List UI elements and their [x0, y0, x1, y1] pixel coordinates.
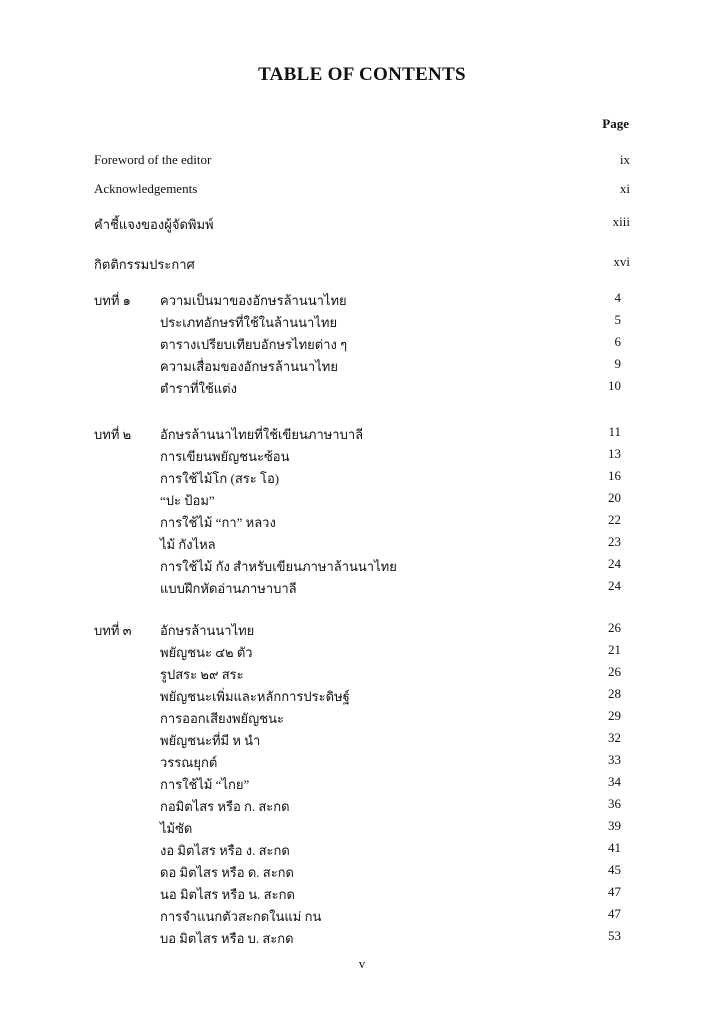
- toc-item: [0, 468, 724, 488]
- toc-item: [0, 534, 724, 554]
- toc-item-page: 28: [608, 686, 621, 701]
- toc-item: [0, 664, 724, 684]
- toc-item-title: การใช้ไม้โก (สระ โอ): [160, 471, 280, 486]
- toc-item-page: 26: [608, 664, 621, 679]
- toc-item-title: การเขียนพยัญชนะซ้อน: [160, 449, 290, 464]
- toc-item: [0, 578, 724, 598]
- toc-item-page: 10: [608, 378, 621, 393]
- toc-item-title: อักษรล้านนาไทยที่ใช้เขียนภาษาบาลี: [160, 427, 364, 442]
- page-column-header: Page: [602, 116, 629, 131]
- toc-item-title: การใช้ไม้ “กา” หลวง: [160, 515, 276, 530]
- toc-item: [0, 642, 724, 662]
- toc-item: [0, 686, 724, 706]
- toc-item-title: “ปะ ป้อม”: [160, 493, 215, 508]
- toc-item-title: นอ มิตไสร หรือ น. สะกด: [160, 887, 295, 902]
- toc-item-page: 47: [608, 906, 621, 921]
- chapter-label: บทที่ ๒: [94, 427, 132, 442]
- toc-item-page: 11: [608, 424, 621, 439]
- toc-item: [0, 620, 724, 640]
- toc-item-page: 29: [608, 708, 621, 723]
- toc-item: [0, 796, 724, 816]
- toc-entry-label: กิตติกรรมประกาศ: [94, 257, 195, 272]
- chapter-label: บทที่ ๓: [94, 623, 132, 638]
- chapter-label: บทที่ ๑: [94, 293, 131, 308]
- toc-item-title: ความเป็นมาของอักษรล้านนาไทย: [160, 293, 347, 308]
- toc-item-title: การจำแนกตัวสะกดในแม่ กน: [160, 909, 322, 924]
- toc-item-title: อักษรล้านนาไทย: [160, 623, 255, 638]
- toc-item: [0, 730, 724, 750]
- toc-entry-label: Foreword of the editor: [94, 152, 212, 167]
- toc-item-page: 36: [608, 796, 621, 811]
- toc-item-page: 45: [608, 862, 621, 877]
- toc-item: [0, 290, 724, 310]
- toc-item-page: 4: [614, 290, 621, 305]
- toc-entry: [0, 254, 724, 274]
- toc-item: [0, 556, 724, 576]
- toc-item-page: 26: [608, 620, 621, 635]
- toc-entry: [0, 152, 724, 172]
- toc-item-title: งอ มิตไสร หรือ ง. สะกด: [160, 843, 290, 858]
- toc-item: [0, 884, 724, 904]
- page-number: v: [358, 956, 366, 971]
- toc-entry-page: xi: [619, 181, 630, 196]
- toc-item-title: ตารางเปรียบเทียบอักษรไทยต่าง ๆ: [160, 337, 348, 352]
- toc-item-page: 32: [608, 730, 621, 745]
- toc-item-page: 21: [608, 642, 621, 657]
- toc-item-page: 22: [608, 512, 621, 527]
- toc-item-page: 6: [614, 334, 621, 349]
- toc-item: [0, 512, 724, 532]
- toc-item-title: ประเภทอักษรที่ใช้ในล้านนาไทย: [160, 315, 338, 330]
- toc-entry-label: Acknowledgements: [94, 181, 198, 196]
- toc-item-title: กอมิตไสร หรือ ก. สะกด: [160, 799, 290, 814]
- toc-item-page: 23: [608, 534, 621, 549]
- toc-item-page: 9: [614, 356, 621, 371]
- toc-entry: [0, 214, 724, 234]
- toc-item: [0, 446, 724, 466]
- toc-entry-label: คำชี้แจงของผู้จัดพิมพ์: [94, 217, 214, 232]
- toc-item-title: รูปสระ ๒๙ สระ: [160, 667, 244, 682]
- toc-entry-page: xiii: [612, 214, 630, 229]
- toc-item-title: แบบฝึกหัดอ่านภาษาบาลี: [160, 581, 297, 596]
- toc-entry-page: xvi: [613, 254, 630, 269]
- toc-item: [0, 774, 724, 794]
- toc-item: [0, 490, 724, 510]
- toc-item-title: ไม้ กังไหล: [160, 537, 216, 552]
- toc-item: [0, 356, 724, 376]
- toc-item-page: 33: [608, 752, 621, 767]
- page-title: TABLE OF CONTENTS: [258, 64, 466, 85]
- toc-item-page: 34: [608, 774, 621, 789]
- toc-item-title: การออกเสียงพยัญชนะ: [160, 711, 284, 726]
- toc-item: [0, 906, 724, 926]
- toc-item-page: 16: [608, 468, 621, 483]
- toc-item-title: การใช้ไม้ “ไกย”: [160, 777, 250, 792]
- toc-item-page: 41: [608, 840, 621, 855]
- toc-item-title: ความเสื่อมของอักษรล้านนาไทย: [160, 359, 338, 374]
- toc-item-title: การใช้ไม้ กัง สำหรับเขียนภาษาล้านนาไทย: [160, 559, 397, 574]
- toc-item: [0, 752, 724, 772]
- toc-item: [0, 312, 724, 332]
- toc-item-page: 20: [608, 490, 621, 505]
- toc-item-title: พยัญชนะที่มี ห นำ: [160, 733, 261, 748]
- toc-entry: [0, 181, 724, 201]
- toc-item: [0, 708, 724, 728]
- toc-item: [0, 840, 724, 860]
- toc-item-page: 47: [608, 884, 621, 899]
- toc-item: [0, 818, 724, 838]
- toc-item: [0, 862, 724, 882]
- toc-item-page: 13: [608, 446, 621, 461]
- toc-item-page: 5: [614, 312, 621, 327]
- toc-item-title: พยัญชนะเพิ่มและหลักการประดิษฐ์: [160, 689, 350, 704]
- toc-item-title: ตำราที่ใช้แต่ง: [160, 381, 237, 396]
- toc-item-title: บอ มิตไสร หรือ บ. สะกด: [160, 931, 294, 946]
- toc-item-title: วรรณยุกต์: [160, 755, 218, 770]
- toc-item: [0, 928, 724, 948]
- toc-item-title: พยัญชนะ ๔๒ ตัว: [160, 645, 253, 660]
- toc-item-page: 24: [608, 556, 621, 571]
- toc-item-title: ไม้ซัด: [160, 821, 193, 836]
- toc-item: [0, 424, 724, 444]
- toc-entry-page: ix: [619, 152, 630, 167]
- toc-item-page: 53: [608, 928, 621, 943]
- toc-item-page: 39: [608, 818, 621, 833]
- toc-item: [0, 378, 724, 398]
- toc-item-title: ดอ มิตไสร หรือ ด. สะกด: [160, 865, 294, 880]
- toc-item-page: 24: [608, 578, 621, 593]
- toc-item: [0, 334, 724, 354]
